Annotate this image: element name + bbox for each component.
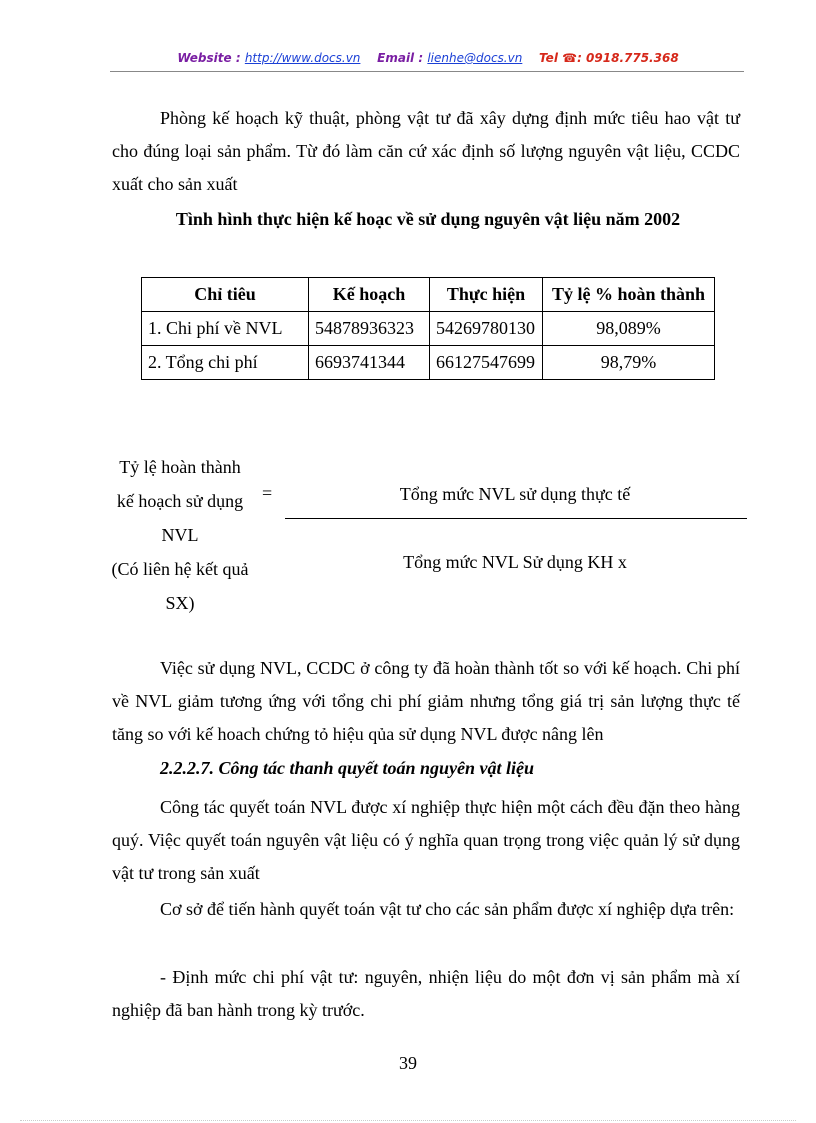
plan-table (141, 277, 715, 380)
formula-denominator: Tổng mức NVL Sử dụng KH x (403, 552, 627, 572)
table-cell: 54269780130 (430, 312, 543, 346)
table-cell: 54878936323 (309, 312, 430, 346)
formula-left-line: SX) (165, 593, 195, 613)
table-cell: 6693741344 (309, 346, 430, 380)
email-link[interactable]: lienhe@docs.vn (427, 51, 523, 65)
table-cell: 2. Tổng chi phí (142, 346, 309, 380)
paragraph-4-text: Cơ sở để tiến hành quyết toán vật tư cho các sản phẩm được xí nghiệp dựa trên: (160, 899, 735, 919)
formula-numerator: Tổng mức NVL sử dụng thực tế (399, 484, 631, 504)
section-heading: 2.2.2.7. Công tác thanh quyết toán nguyên vật liệu (160, 758, 535, 778)
page-bottom-divider (20, 1120, 796, 1121)
page-number: 39 (399, 1053, 417, 1073)
paragraph-1 (112, 102, 740, 201)
website-label: Website : (177, 51, 241, 65)
paragraph-3 (112, 791, 740, 890)
header-cell: Tỷ lệ % hoàn thành (543, 278, 715, 312)
header-cell: Chỉ tiêu (142, 278, 309, 312)
paragraph-2 (112, 652, 740, 751)
paragraph-2-text: Việc sử dụng NVL, CCDC ở công ty đã hoàn thành tốt so với kế hoạch. Chi phí về NVL giảm tương ứng với tổng chi phí giảm nhưng tổng giá trị sản lượng thực tế tăng so với kế hoach chứng tỏ hiệu qủa sử dụng NVL được nâng lên (112, 658, 740, 744)
email-separator: : (414, 51, 424, 65)
paragraph-5 (112, 961, 740, 1027)
formula-left-line: NVL (161, 525, 199, 545)
table-cell: 66127547699 (430, 346, 543, 380)
formula-left-line: Tỷ lệ hoàn thành (119, 457, 241, 477)
table-row (142, 312, 715, 346)
tel-label: Tel (539, 51, 558, 65)
header-cell: Kế hoạch (309, 278, 430, 312)
table-cell: 1. Chi phí về NVL (142, 312, 309, 346)
paragraph-3-text: Công tác quyết toán NVL được xí nghiệp thực hiện một cách đều đặn theo hàng quý. Việc quyết toán nguyên vật liệu có ý nghĩa quan trọng trong việc quản lý sử dụng vật tư trong sản xuất (112, 797, 740, 883)
header-cell: Thực hiện (430, 278, 543, 312)
fraction-bar (285, 518, 747, 519)
email-label: Email (377, 51, 415, 65)
website-link[interactable]: http://www.docs.vn (244, 51, 361, 65)
header-divider (110, 71, 744, 72)
table-cell: 98,089% (543, 312, 715, 346)
table-header-row (142, 278, 715, 312)
table-title: Tình hình thực hiện kế hoạc về sử dụng nguyên vật liệu năm 2002 (175, 209, 681, 229)
formula-left-line: kế hoạch sử dụng (116, 491, 244, 511)
telephone-icon: ☎ (562, 51, 578, 65)
table-cell: 98,79% (543, 346, 715, 380)
equals-sign: = (262, 483, 273, 503)
formula-left-line: (Có liên hệ kết quả (111, 559, 249, 579)
table-row (142, 346, 715, 380)
tel-value: : 0918.775.368 (577, 51, 679, 65)
paragraph-4 (112, 893, 740, 926)
paragraph-1-text: Phòng kế hoạch kỹ thuật, phòng vật tư đã xây dựng định mức tiêu hao vật tư cho đúng loại sản phẩm. Từ đó làm căn cứ xác định số lượng nguyên vật liệu, CCDC xuất cho sản xuất (112, 108, 740, 194)
paragraph-5-text: - Định mức chi phí vật tư: nguyên, nhiện liệu do một đơn vị sản phẩm mà xí nghiệp đã ban hành trong kỳ trước. (112, 967, 740, 1020)
